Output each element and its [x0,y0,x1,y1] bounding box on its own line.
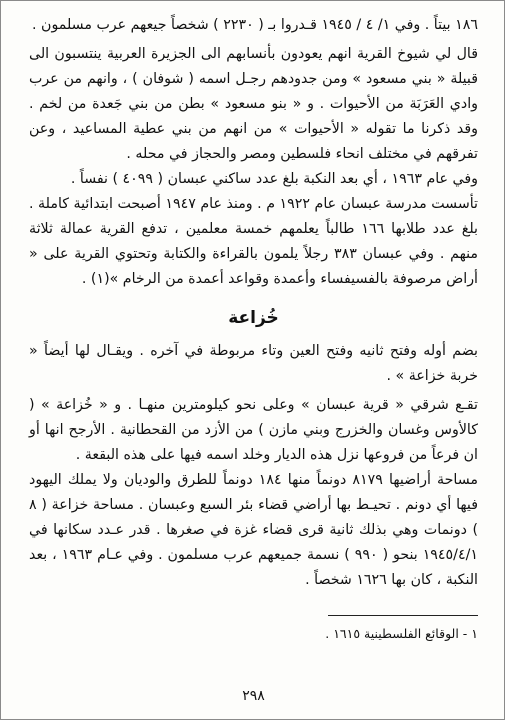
footnote-divider [328,615,478,616]
paragraph-location: تقـع شرقي « قرية عبسان » وعلى نحو كيلومترين منهـا . و « خُزاعة » ( كالأوس وغسان والخزرج وبني مازن ) من الأزد من القحطانية . الأرجح انها أو ان فرعاً من فروعها نزل هذه الديار وخلد اسمه فيها على هذه البقعة . [29,397,478,463]
book-page [29,13,478,709]
section-title-khuzaa: خُزاعة [228,308,279,328]
paragraph-population-1963: وفي عام ١٩٦٣ ، أي بعد النكبة بلغ عدد ساكني عبسان ( ٤٠٩٩ ) نفساً . [70,171,478,187]
page-number: ٢٩٨ [242,688,265,704]
paragraph-population-1945: ١٨٦ بيتاً . وفي ١/ ٤ / ١٩٤٥ قـدروا بـ ( ٢٢٣٠ ) شخصاً جيعهم عرب مسلمون . [32,17,478,33]
paragraph-name-pronunciation: بضم أوله وفتح ثانيه وفتح العين وتاء مربوطة في آخره . ويقـال لها أيضاً « خربة خزاعة » . [29,343,478,384]
paragraph-origins: قال لي شيوخ القرية انهم يعودون بأنسابهم الى الجزيرة العربية ينتسبون الى قبيلة « بني مسعود » ومن جدودهم رجـل اسمه ( شوفان ) ، وانهم من عرب وادي العَرَبَة من الأحيوات . و « بنو مسعود » بطن من بني جَعدة من لخم . وقد ذكرنا ما تقوله « الأحيوات » من انهم من بني عطية المساعيد ، وعن تفرقهم في مختلف انحاء فلسطين ومصر والحجاز في محله . [29,46,478,162]
footnote: ١ - الوقائع الفلسطينية ١٦١٥ . [325,626,478,641]
paragraph-land-area: مساحة أراضيها ٨١٧٩ دونماً منها ١٨٤ دونماً للطرق والوديان ولا يملك اليهود فيها أي دونم . تحيـط بها أراضي قضاء بئر السبع وعبسان . مساحة خزاعة ( ٨ ) دونمات وهي بذلك ثانية قرى قضاء غزة في صغرها . قدر عـدد سكانها في ١٩٤٥/٤/١ بنحو ( ٩٩٠ ) نسمة جميعهم عرب مسلمون . وفي عـام ١٩٦٣ ، بعد النكبة ، كان بها ١٦٢٦ شخصاً . [29,472,479,588]
paragraph-school: تأسست مدرسة عبسان عام ١٩٢٢ م . ومنذ عام ١٩٤٧ أصبحت ابتدائية كاملة . بلغ عدد طلابها ١٦٦ طالباً يعلمهم خمسة معلمين ، تدفع القرية عمالة ثلاثة منهم . وفي عبسان ٣٨٣ رجلاً يلمون بالقراءة والكتابة وتحتوي القرية على « أراض مرصوفة بالفسيفساء وأعمدة وقواعد أعمدة من الرخام »(١) . [29,196,479,287]
